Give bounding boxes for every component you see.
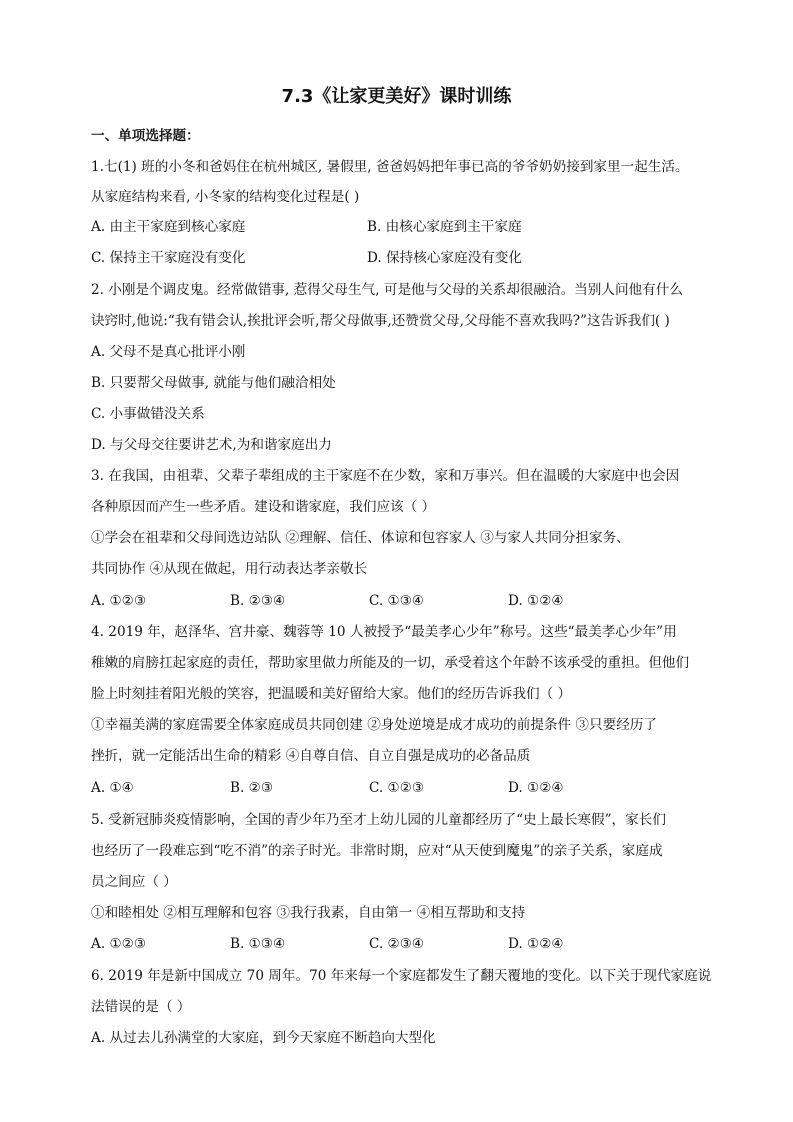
question-5-line-3: 员之间应（ ） — [91, 874, 177, 890]
question-4-option-b: B. ②③ — [230, 780, 274, 796]
question-1-line-1: 1.七(1) 班的小冬和爸妈住在杭州城区, 暑假里, 爸爸妈妈把年事已高的爷爷奶奶接到家里一起生活。 — [91, 159, 689, 175]
question-4-line-5: 挫折，就一定能活出生命的精彩 ④自尊自信、自立自强是成功的必备品质 — [91, 748, 531, 764]
document-title: 7.3《让家更美好》课时训练 — [281, 86, 512, 107]
question-5-line-4: ①和睦相处 ②相互理解和包容 ③我行我素，自由第一 ④相互帮助和支持 — [91, 905, 526, 921]
question-3-option-b: B. ②③④ — [230, 593, 286, 609]
question-3-line-2: 各种原因而产生一些矛盾。建设和谐家庭，我们应该（ ） — [91, 499, 436, 515]
question-2-option-d: D. 与父母交往要讲艺术,为和谐家庭出力 — [91, 437, 332, 453]
question-5-line-1: 5. 受新冠肺炎疫情影响，全国的青少年乃至才上幼儿园的儿童都经历了“史上最长寒假”，家长们 — [91, 812, 666, 828]
question-5-option-a: A. ①②③ — [91, 936, 147, 952]
question-4-option-a: A. ①④ — [91, 780, 134, 796]
question-3-line-1: 3. 在我国，由祖辈、父辈子辈组成的主干家庭不在少数，家和万事兴。但在温暖的大家庭中也会因 — [91, 468, 680, 484]
question-2-line-2: 诀窍时,他说:“我有错会认,挨批评会听,帮父母做事,还赞赏父母,父母能不喜欢我吗?”这告诉我们( ) — [91, 313, 670, 329]
question-4-line-4: ①幸福美满的家庭需要全体家庭成员共同创建 ②身处逆境是成才成功的前提条件 ③只要经历了 — [91, 717, 657, 733]
question-2-line-1: 2. 小刚是个调皮鬼。经常做错事, 惹得父母生气, 可是他与父母的关系却很融洽。当别人问他有什么 — [91, 282, 683, 298]
question-3-line-3: ①学会在祖辈和父母间选边站队 ②理解、信任、体谅和包容家人 ③与家人共同分担家务、 — [91, 530, 630, 546]
question-5-line-2: 也经历了一段难忘到“吃不消”的亲子时光。非常时期，应对“从天使到魔鬼”的亲子关系，家庭成 — [91, 843, 663, 859]
question-6-option-a: A. 从过去儿孙满堂的大家庭，到今天家庭不断趋向大型化 — [91, 1030, 436, 1046]
question-3-option-c: C. ①③④ — [369, 593, 425, 609]
question-1-option-c: C. 保持主干家庭没有变化 — [91, 250, 246, 266]
question-5-option-d: D. ①②④ — [508, 936, 564, 952]
question-2-option-b: B. 只要帮父母做事, 就能与他们融洽相处 — [91, 375, 336, 391]
section-heading: 一、单项选择题： — [91, 128, 200, 144]
question-2-option-a: A. 父母不是真心批评小刚 — [91, 344, 246, 360]
question-4-line-3: 脸上时刻挂着阳光般的笑容，把温暖和美好留给大家。他们的经历告诉我们（ ） — [91, 686, 572, 702]
question-1-option-d: D. 保持核心家庭没有变化 — [367, 250, 522, 266]
question-4-line-2: 稚嫩的肩膀扛起家庭的责任，帮助家里做力所能及的一切，承受着这个年龄不该承受的重担。但他们 — [91, 655, 690, 671]
question-2-option-c: C. 小事做错没关系 — [91, 406, 205, 422]
question-1-option-a: A. 由主干家庭到核心家庭 — [91, 219, 246, 235]
question-4-line-1: 4. 2019 年，赵泽华、宫井豪、魏蓉等 10 人被授予“最美孝心少年”称号。这些“最美孝心少年”用 — [91, 624, 677, 640]
question-3-option-a: A. ①②③ — [91, 593, 147, 609]
question-4-option-c: C. ①②③ — [369, 780, 425, 796]
question-5-option-b: B. ①③④ — [230, 936, 286, 952]
question-6-line-2: 法错误的是（ ） — [91, 999, 191, 1015]
question-6-line-1: 6. 2019 年是新中国成立 70 周年。70 年来每一个家庭都发生了翻天覆地的变化。以下关于现代家庭说 — [91, 968, 712, 984]
question-5-option-c: C. ②③④ — [369, 936, 425, 952]
question-1-option-b: B. 由核心家庭到主干家庭 — [367, 219, 522, 235]
question-3-option-d: D. ①②④ — [508, 593, 564, 609]
question-4-option-d: D. ①②④ — [508, 780, 564, 796]
question-3-line-4: 共同协作 ④从现在做起，用行动表达孝亲敬长 — [91, 561, 368, 577]
question-1-line-2: 从家庭结构来看, 小冬家的结构变化过程是( ) — [91, 189, 360, 205]
